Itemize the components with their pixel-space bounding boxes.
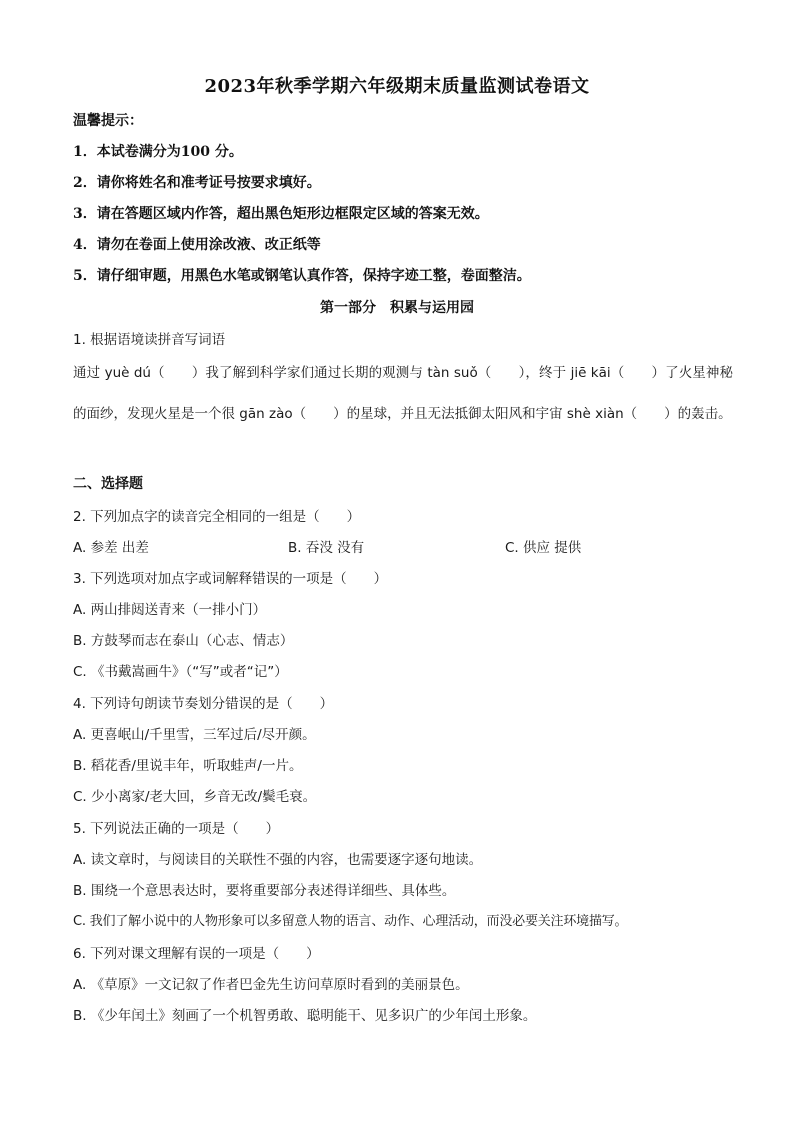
q5-option-c: C. 我们了解小说中的人物形象可以多留意人物的语言、动作、心理活动，而没必要关注环境描写。 xyxy=(73,914,628,929)
tip-item-3: 3．请在答题区域内作答，超出黑色矩形边框限定区域的答案无效。 xyxy=(73,206,489,222)
q2-options xyxy=(73,536,733,556)
q5-option-a: A. 读文章时，与阅读目的关联性不强的内容，也需要逐字逐句地读。 xyxy=(73,852,483,868)
tip-item-1: 1．本试卷满分为100 分。 xyxy=(73,144,243,160)
q2-option-c: C. 供应 提供 xyxy=(505,540,582,556)
q2-prompt: 2. 下列加点字的读音完全相同的一组是（ ） xyxy=(73,509,361,525)
q3-option-c: C. 《书戴嵩画牛》（“写”或者“记”） xyxy=(73,664,288,680)
q3-option-a: A. 两山排闼送青来（一排小门） xyxy=(73,602,267,618)
section2-heading: 二、选择题 xyxy=(73,476,143,492)
q4-option-b: B. 稻花香/里说丰年，听取蛙声/一片。 xyxy=(73,758,303,774)
q1-text: 通过 yuè dú（ ）我了解到科学家们通过长期的观测与 tàn suǒ（ ），终于 jiē kāi（ ）了火星神秘的面纱，发现火星是一个很 gān zào（ ）的星球，并且无法抵御太阳风和宇宙 shè xiàn（ ）的轰击。 xyxy=(73,365,733,422)
q2-option-b: B. 吞没 没有 xyxy=(288,540,365,556)
q4-option-c: C. 少小离家/老大回，乡音无改/鬓毛衰。 xyxy=(73,789,317,805)
q4-option-a: A. 更喜岷山/千里雪，三军过后/尽开颜。 xyxy=(73,727,316,743)
q5-prompt: 5. 下列说法正确的一项是（ ） xyxy=(73,821,280,837)
q6-option-b: B. 《少年闰土》刻画了一个机智勇敢、聪明能干、见多识广的少年闰土形象。 xyxy=(73,1008,537,1024)
part1-heading: 第一部分 积累与运用园 xyxy=(320,300,474,316)
q5-option-b: B. 围绕一个意思表达时，要将重要部分表述得详细些、具体些。 xyxy=(73,883,456,899)
tip-item-5: 5．请仔细审题，用黑色水笔或钢笔认真作答，保持字迹工整，卷面整洁。 xyxy=(73,268,531,284)
tips-heading: 温馨提示： xyxy=(73,113,143,129)
exam-title: 2023年秋季学期六年级期末质量监测试卷语文 xyxy=(204,76,590,97)
q1-prompt: 1. 根据语境读拼音写词语 xyxy=(73,332,226,348)
q3-prompt: 3. 下列选项对加点字或词解释错误的一项是（ ） xyxy=(73,571,388,587)
tip-item-2: 2．请你将姓名和准考证号按要求填好。 xyxy=(73,175,321,191)
q2-option-a: A. 参差 出差 xyxy=(73,540,149,556)
q4-prompt: 4. 下列诗句朗读节奏划分错误的是（ ） xyxy=(73,696,334,712)
q3-option-b: B. 方鼓琴而志在泰山（心志、情志） xyxy=(73,633,294,649)
q6-option-a: A. 《草原》一文记叙了作者巴金先生访问草原时看到的美丽景色。 xyxy=(73,977,469,993)
tip-item-4: 4．请勿在卷面上使用涂改液、改正纸等 xyxy=(73,237,321,253)
q6-prompt: 6. 下列对课文理解有误的一项是（ ） xyxy=(73,946,320,962)
